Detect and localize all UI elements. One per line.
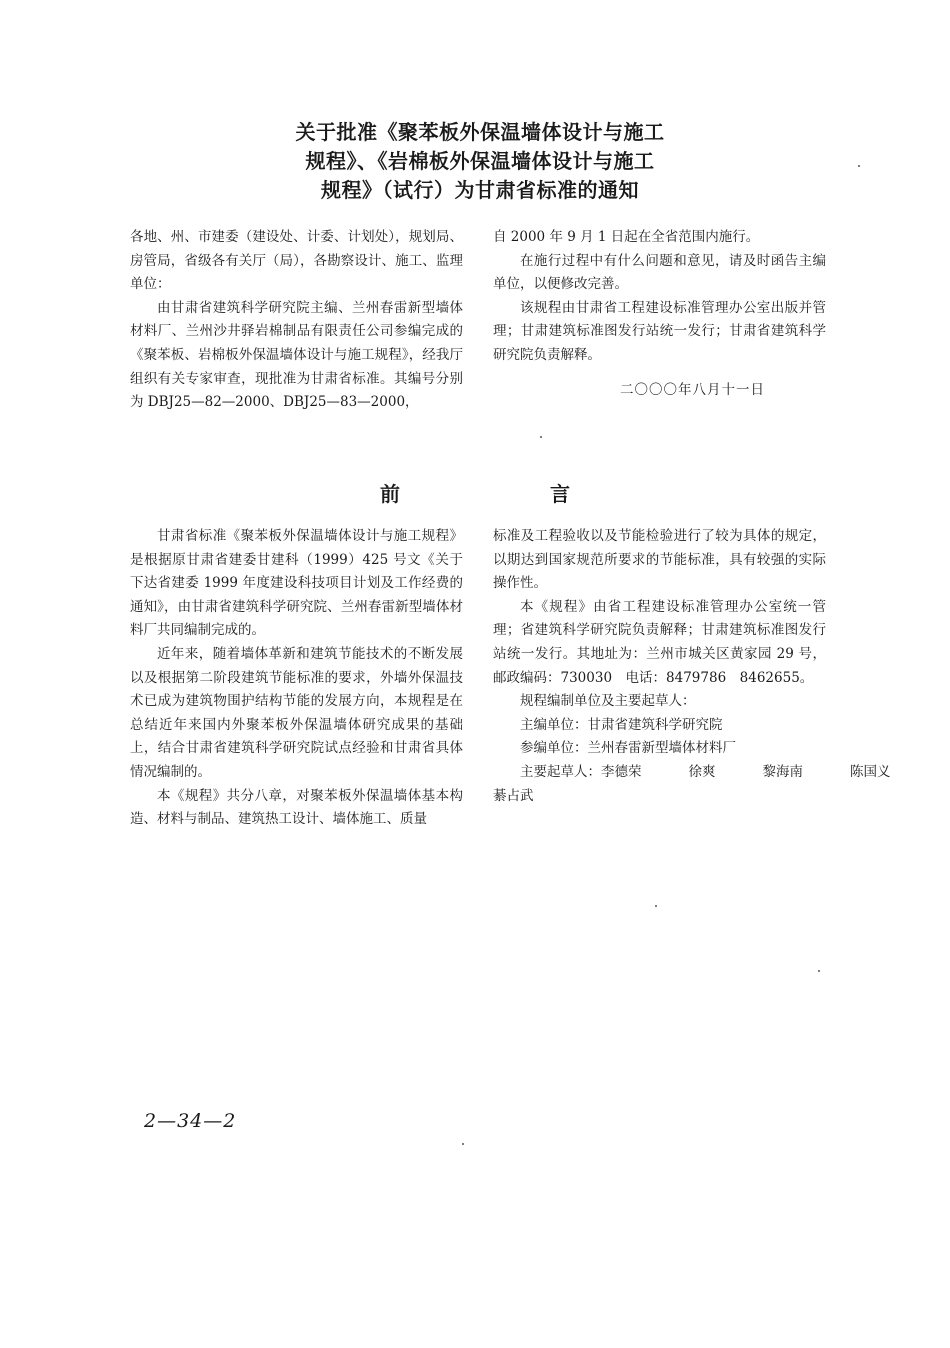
scan-speck <box>540 436 542 438</box>
scan-speck <box>818 970 820 972</box>
preface-heading-char: 前 <box>380 482 400 506</box>
title-line: 关于批准《聚苯板外保温墙体设计与施工 <box>295 120 665 144</box>
drafter-name-continued: 綦占武 <box>493 787 534 804</box>
notice-right-column <box>493 226 826 368</box>
preface-left-column <box>130 525 463 832</box>
scan-speck <box>655 905 657 907</box>
drafter-name: 徐爽 <box>688 763 716 780</box>
notice-left-column <box>130 226 463 415</box>
preface-heading-char: 言 <box>550 482 570 506</box>
drafter-name: 李德荣 <box>601 763 642 780</box>
drafter-name: 陈国义 <box>850 763 891 780</box>
preface-paragraph: 本《规程》由省工程建设标准管理办公室统一管理；省建筑科学研究院负责解释；甘肃建筑标准图发行站统一发行。其地址为：兰州市城关区黄家园 29 号，邮政编码：730030 电话：8479786 8462655。 <box>493 598 826 686</box>
preface-right-column <box>493 525 891 808</box>
notice-paragraph: 自 2000 年 9 月 1 日起在全省范围内施行。 <box>493 229 760 245</box>
participating-unit: 参编单位：兰州春雷新型墙体材料厂 <box>520 740 736 757</box>
drafters-label: 主要起草人：李德荣 <box>520 763 642 780</box>
drafter-name: 黎海南 <box>762 763 803 780</box>
notice-paragraph: 在施行过程中有什么问题和意见，请及时函告主编单位，以便修改完善。 <box>493 252 826 293</box>
notice-title <box>230 118 730 205</box>
title-line: 规程》（试行）为甘肃省标准的通知 <box>321 178 639 202</box>
notice-paragraph: 各地、州、市建委（建设处、计委、计划处），规划局、房管局，省级各有关厅（局），各勘察设计、施工、监理单位： <box>130 229 463 293</box>
preface-paragraph: 甘肃省标准《聚苯板外保温墙体设计与施工规程》是根据原甘肃省建委甘建科（1999）425 号文《关于下达省建委 1999 年度建设科技项目计划及工作经费的通知》，由甘肃省建筑科学研究院、兰州春雷新型墙体材料厂共同编制完成的。 <box>130 528 463 639</box>
notice-paragraph: 由甘肃省建筑科学研究院主编、兰州春雷新型墙体材料厂、兰州沙井驿岩棉制品有限责任公司参编完成的《聚苯板、岩棉板外保温墙体设计与施工规程》，经我厅组织有关专家审查，现批准为甘肃省标准。其编号分别为 DBJ25—82—2000、DBJ25—83—2000， <box>130 299 463 411</box>
scan-speck <box>462 1143 464 1145</box>
page-number: 2—34—2 <box>144 1110 237 1132</box>
preface-paragraph: 本《规程》共分八章，对聚苯板外保温墙体基本构造、材料与制品、建筑热工设计、墙体施工、质量 <box>130 787 463 828</box>
notice-paragraph: 该规程由甘肃省工程建设标准管理办公室出版并管理；甘肃建筑标准图发行站统一发行；甘肃省建筑科学研究院负责解释。 <box>493 299 826 363</box>
units-intro: 规程编制单位及主要起草人： <box>520 693 696 710</box>
notice-date: 二〇〇〇年八月十一日 <box>620 382 765 398</box>
drafters-line <box>493 761 891 785</box>
preface-paragraph: 近年来，随着墙体革新和建筑节能技术的不断发展以及根据第二阶段建筑节能标准的要求，外墙外保温技术已成为建筑物围护结构节能的发展方向，本规程是在总结近年来国内外聚苯板外保温墙体研究成果的基础上，结合甘肃省建筑科学研究院试点经验和甘肃省具体情况编制的。 <box>130 645 463 780</box>
scan-speck <box>858 165 860 167</box>
chief-unit: 主编单位：甘肃省建筑科学研究院 <box>520 716 723 733</box>
title-line: 规程》、《岩棉板外保温墙体设计与施工 <box>305 149 655 173</box>
preface-heading <box>380 478 570 507</box>
preface-paragraph: 标准及工程验收以及节能检验进行了较为具体的规定，以期达到国家规范所要求的节能标准，具有较强的实际操作性。 <box>493 528 826 592</box>
